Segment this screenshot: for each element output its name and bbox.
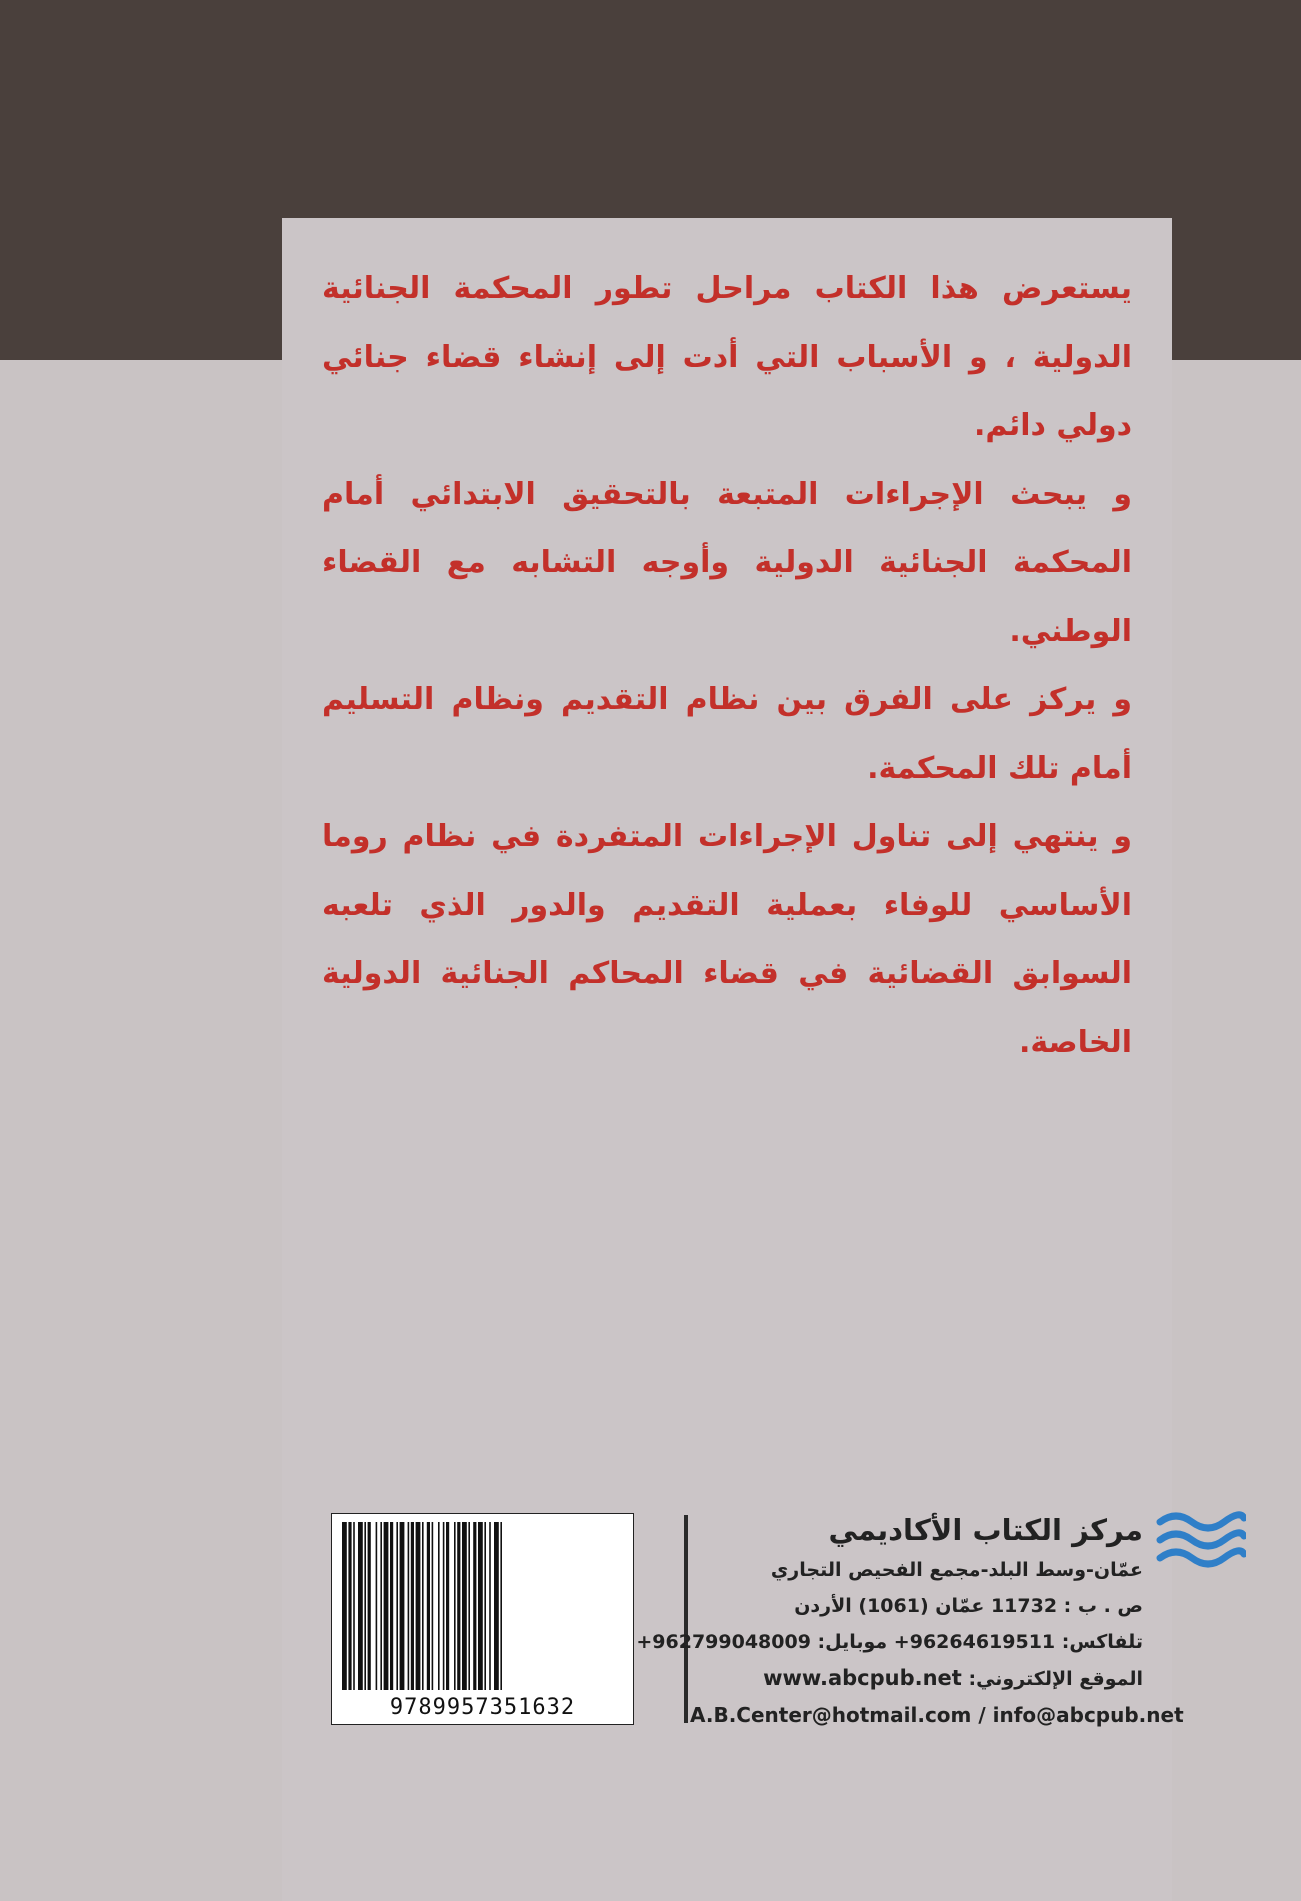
barcode-bar xyxy=(416,1522,421,1690)
blurb-paragraph: و يركز على الفرق بين نظام التقديم ونظام التسليم أمام تلك المحكمة. xyxy=(322,682,1132,786)
isbn-digits: 9789957351632 xyxy=(336,1695,629,1720)
publisher-info xyxy=(636,1508,1184,1733)
publisher-address: عمّان-وسط البلد-مجمع الفحيص التجاري xyxy=(770,1559,1143,1581)
barcode-bar xyxy=(353,1522,355,1690)
barcode-bar xyxy=(443,1522,445,1690)
website-label: الموقع الإلكتروني: xyxy=(968,1668,1143,1690)
barcode-bar xyxy=(422,1522,424,1690)
barcode-bar xyxy=(438,1522,440,1690)
barcode-bar xyxy=(396,1522,398,1690)
barcode-bar xyxy=(462,1522,467,1690)
barcode-bar xyxy=(390,1522,393,1690)
barcode-bar xyxy=(446,1522,449,1690)
barcode-bar xyxy=(364,1522,366,1690)
publisher-emails[interactable]: A.B.Center@hotmail.com / info@abcpub.net xyxy=(690,1703,1184,1727)
barcode-bar xyxy=(411,1522,414,1690)
publisher-po-box: ص . ب : 11732 عمّان (1061) الأردن xyxy=(794,1595,1143,1617)
blurb-paragraph: و يبحث الإجراءات المتبعة بالتحقيق الابتدائي أمام المحكمة الجنائية الدولية وأوجه التشابه مع القضاء الوطني. xyxy=(322,476,1132,649)
barcode-bar xyxy=(358,1522,363,1690)
barcode-bar xyxy=(408,1522,410,1690)
barcode-bars xyxy=(340,1522,625,1690)
publisher-name: مركز الكتاب الأكاديمي xyxy=(828,1513,1143,1547)
barcode-bar xyxy=(454,1522,456,1690)
barcode-bar xyxy=(427,1522,430,1690)
blurb-paragraph: و ينتهي إلى تناول الإجراءات المتفردة في نظام روما الأساسي للوفاء بعملية التقديم والدور الذي تلعبه السوابق القضائية في قضاء المحاكم الجنائية الدولية الخاصة. xyxy=(322,819,1132,1060)
barcode-bar xyxy=(342,1522,347,1690)
barcode-bar xyxy=(494,1522,499,1690)
publisher-website-line xyxy=(690,1660,1143,1697)
barcode-bar xyxy=(348,1522,351,1690)
barcode-bar xyxy=(376,1522,378,1690)
website-link[interactable]: www.abcpub.net xyxy=(763,1666,962,1690)
vertical-divider xyxy=(684,1515,688,1723)
barcode-bar xyxy=(484,1522,486,1690)
publisher-phones: تلفاكس: 96264619511+ موبايل: 962799048009+ xyxy=(636,1631,1143,1653)
isbn-barcode xyxy=(331,1513,634,1725)
barcode-bar xyxy=(478,1522,483,1690)
barcode-bar xyxy=(468,1522,470,1690)
barcode-bar xyxy=(380,1522,382,1690)
barcode-bar xyxy=(384,1522,389,1690)
blurb-paragraph: يستعرض هذا الكتاب مراحل تطور المحكمة الجنائية الدولية ، و الأسباب التي أدت إلى إنشاء قضاء جنائي دولي دائم. xyxy=(322,271,1132,443)
barcode-bar xyxy=(432,1522,434,1690)
barcode-bar xyxy=(457,1522,460,1690)
barcode-bar xyxy=(500,1522,502,1690)
barcode-bar xyxy=(473,1522,476,1690)
book-blurb xyxy=(322,255,1132,1077)
waves-icon xyxy=(1156,1508,1246,1568)
barcode-bar xyxy=(489,1522,491,1690)
barcode-bar xyxy=(400,1522,405,1690)
barcode-bar xyxy=(368,1522,371,1690)
